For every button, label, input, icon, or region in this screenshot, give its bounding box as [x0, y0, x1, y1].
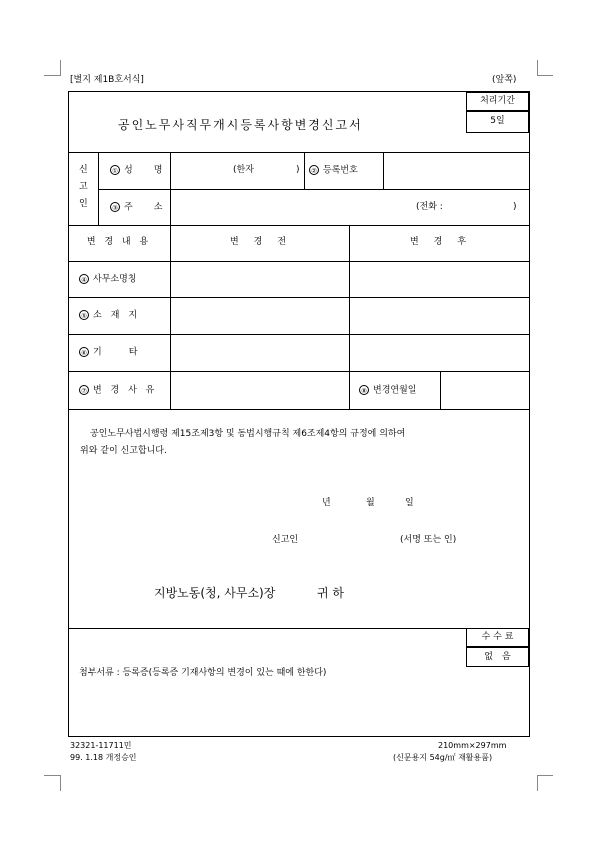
name-label-text: 성 명: [124, 165, 169, 176]
crop-mark: [537, 75, 553, 76]
name-label: [110, 165, 168, 176]
divider: [68, 225, 530, 226]
paper-type: (신문용지 54g/㎡ 재활용품): [393, 753, 493, 762]
row-label: 기 타: [93, 347, 138, 358]
date-month: 월: [366, 498, 375, 508]
processing-value: 5일: [490, 116, 505, 126]
circled-number: ③: [110, 202, 120, 212]
row-label: 소 재 지: [93, 310, 138, 321]
circled-number: ②: [309, 165, 319, 175]
form-id: [별지 제1B호서식]: [70, 75, 144, 85]
statement-line-1: 공인노무사법시행령 제15조제3항 및 동법시행규칙 제6조제4항의 규정에 의하여: [90, 429, 406, 439]
hanja-close: ): [296, 165, 300, 175]
paper-size: 210mm×297mm: [438, 741, 507, 750]
divider: [304, 152, 305, 189]
change-date-label: [359, 385, 416, 396]
reporter-label-3: 인: [79, 199, 88, 209]
reporter-label-1: 신: [79, 165, 88, 175]
crop-mark: [44, 75, 60, 76]
phone-label: (전화 :: [416, 202, 443, 212]
divider: [349, 371, 350, 409]
reason-label: [79, 385, 157, 396]
col-content-header: 변 경 내 용: [86, 237, 152, 247]
processing-label: 처리기간: [480, 96, 515, 106]
address-label-text: 주 소: [124, 202, 169, 213]
divider: [383, 152, 384, 189]
divider: [68, 409, 530, 410]
honorific: 귀 하: [317, 586, 344, 600]
circled-number: ⑦: [79, 385, 89, 395]
signer-label: 신고인: [272, 535, 299, 545]
date-year: 년: [322, 498, 331, 508]
row-office-name: [79, 274, 136, 285]
change-date-label-text: 변경연월일: [373, 385, 417, 396]
fee-value: 없 음: [484, 652, 511, 662]
crop-mark: [44, 775, 60, 776]
regno-label: [309, 165, 358, 176]
circled-number: ①: [110, 165, 120, 175]
crop-mark: [537, 60, 538, 76]
regno-label-text: 등록번호: [323, 165, 358, 176]
col-before-header: 변 경 전: [229, 237, 290, 247]
page-side: (앞쪽): [492, 75, 517, 85]
hanja-open: (한자: [233, 165, 254, 175]
addressee: 지방노동(청, 사무소)장: [154, 586, 276, 600]
divider: [68, 297, 530, 298]
divider: [98, 152, 99, 225]
form-frame: [68, 91, 530, 737]
crop-mark: [60, 60, 61, 76]
reason-label-text: 변 경 사 유: [93, 385, 158, 396]
row-other: [79, 347, 137, 358]
col-after-header: 변 경 후: [409, 237, 470, 247]
form-title: 공인노무사직무개시등록사항변경신고서: [118, 118, 363, 132]
divider: [68, 152, 530, 153]
divider: [440, 371, 441, 409]
divider: [170, 152, 171, 225]
circled-number: ⑤: [79, 310, 89, 320]
statement-line-2: 위와 같이 신고합니다.: [80, 446, 167, 456]
divider: [68, 371, 530, 372]
row-label: 사무소명칭: [93, 274, 137, 285]
row-location: [79, 310, 137, 321]
approval-date: 99. 1.18 개정승인: [70, 753, 137, 762]
crop-mark: [537, 775, 553, 776]
circled-number: ④: [79, 274, 89, 284]
circled-number: ⑧: [359, 385, 369, 395]
circled-number: ⑥: [79, 347, 89, 357]
address-label: [110, 202, 168, 213]
form-code: 32321-11711민: [70, 741, 132, 750]
divider: [98, 189, 530, 190]
crop-mark: [537, 775, 538, 791]
phone-close: ): [513, 202, 517, 212]
date-day: 일: [405, 498, 414, 508]
reporter-label-2: 고: [79, 182, 88, 192]
fee-label: 수 수 료: [481, 632, 514, 642]
divider: [68, 628, 530, 629]
divider: [68, 334, 530, 335]
sign-hint: (서명 또는 인): [400, 535, 457, 545]
divider: [68, 261, 530, 262]
attachments: 첨부서류 : 등록증(등록증 기재사항의 변경이 있는 때에 한한다): [79, 668, 327, 678]
crop-mark: [60, 775, 61, 791]
divider: [170, 371, 171, 409]
